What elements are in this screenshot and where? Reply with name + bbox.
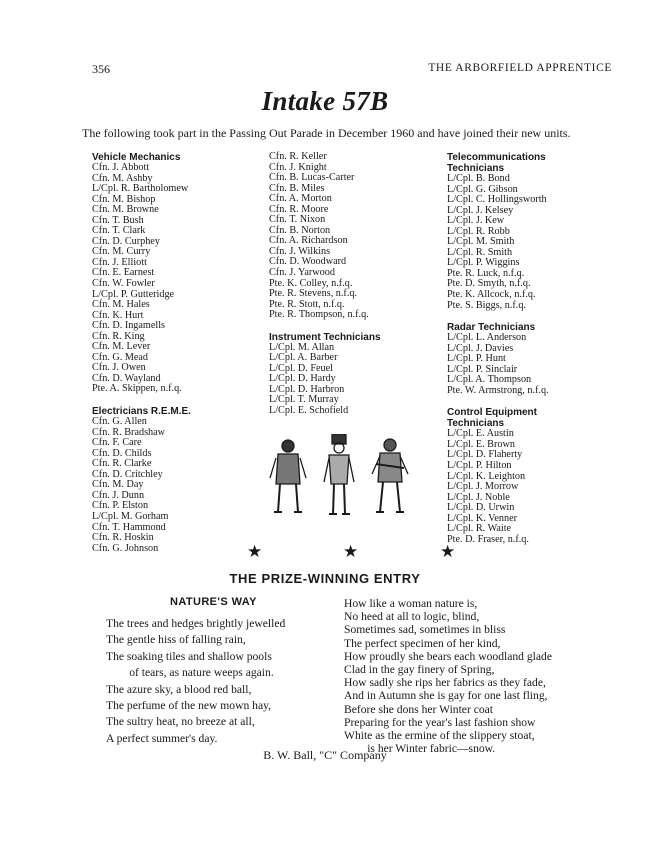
roster-entry: L/Cpl. L. Anderson xyxy=(447,332,527,344)
soldier-figure-right xyxy=(372,439,408,512)
roster-entry: L/Cpl. E. Brown xyxy=(447,438,515,450)
roster-entry: Cfn. J. Abbott xyxy=(92,162,150,173)
roster-entry: L/Cpl. D. Hardy xyxy=(269,373,336,385)
roster-entry: L/Cpl. J. Kelsey xyxy=(447,204,514,216)
poem-line: White as the ermine of the slippery stoat, xyxy=(344,729,535,743)
poem-line: How like a woman nature is, xyxy=(344,597,478,610)
section-heading: Telecommunications Technicians xyxy=(447,152,546,174)
poem-line: The perfect specimen of her kind, xyxy=(344,636,501,650)
roster-entry: L/Cpl. T. Murray xyxy=(269,394,339,406)
roster-entry: Cfn. R. Clarke xyxy=(92,458,152,470)
roster-entry: L/Cpl. J. Kew xyxy=(447,215,505,227)
roster-entry: Cfn. R. Keller xyxy=(269,151,327,162)
roster-entry: L/Cpl. J. Noble xyxy=(447,491,510,503)
roster-entry: Pte. R. Luck, n.f.q. xyxy=(447,267,525,279)
roster-entry: Cfn. W. Fowler xyxy=(92,278,155,290)
roster-entry: Cfn. D. Critchley xyxy=(92,468,163,480)
star-divider xyxy=(0,543,650,563)
section-heading: Vehicle Mechanics xyxy=(92,152,181,163)
section-gap xyxy=(447,311,577,322)
roster-entry: L/Cpl. R. Smith xyxy=(447,246,513,258)
poem-line: of tears, as nature weeps again. xyxy=(106,666,274,680)
soldier-figure-left xyxy=(270,440,306,512)
roster-entry: L/Cpl. P. Hunt xyxy=(447,353,506,365)
roster-entry: Cfn. B. Lucas-Carter xyxy=(269,172,355,184)
roster-entry: Cfn. T. Nixon xyxy=(269,214,326,226)
roster-entry: Cfn. D. Ingamells xyxy=(92,320,165,332)
roster-entry: Cfn. M. Hales xyxy=(92,299,150,311)
roster-entry: L/Cpl. D. Feuel xyxy=(269,362,333,374)
roster-entry: Cfn. G. Allen xyxy=(92,416,147,428)
roster-entry: Cfn. D. Woodward xyxy=(269,256,347,268)
roster-entry: Cfn. R. King xyxy=(92,330,145,342)
roster-entry: Cfn. D. Childs xyxy=(92,447,152,459)
roster-column-2 xyxy=(269,152,381,417)
roster-column-3 xyxy=(447,152,577,545)
page-number: 356 xyxy=(92,62,110,76)
roster-entry: Cfn. J. Yarwood xyxy=(269,267,335,279)
roster-entry: Pte. D. Smyth, n.f.q. xyxy=(447,278,531,290)
soldier-figures-illustration xyxy=(266,434,416,520)
page-title: Intake 57B xyxy=(261,86,389,116)
roster-entry: Cfn. K. Hurt xyxy=(92,309,144,321)
roster-entry: Pte. R. Stott, n.f.q. xyxy=(269,298,345,310)
section-heading: Control Equipment Technicians xyxy=(447,407,537,430)
star-icon: ★ xyxy=(440,542,456,561)
roster-entry: Cfn. R. Moore xyxy=(269,203,329,215)
roster-entry: L/Cpl. M. Allan xyxy=(269,341,335,353)
section-heading: Electricians R.E.M.E. xyxy=(92,406,191,418)
roster-entry: Cfn. P. Elston xyxy=(92,500,149,512)
poem-line: How sadly she rips her fabrics as they fade, xyxy=(344,676,546,690)
roster-entry: L/Cpl. K. Venner xyxy=(447,512,517,524)
poem-line: The azure sky, a blood red ball, xyxy=(106,682,252,696)
roster-entry: Pte. W. Armstrong, n.f.q. xyxy=(447,384,549,396)
roster-entry: L/Cpl. R. Waite xyxy=(447,523,512,535)
poem-left-column xyxy=(106,616,285,747)
poem-right-column xyxy=(344,597,552,755)
roster-entry: L/Cpl. A. Barber xyxy=(269,352,338,364)
poem-byline: B. W. Ball, "C" Company xyxy=(263,748,387,762)
roster-entry: Cfn. A. Morton xyxy=(269,193,332,205)
roster-entry: Cfn. R. Hoskin xyxy=(92,532,154,544)
roster-entry: Pte. S. Biggs, n.f.q. xyxy=(447,299,526,311)
roster-entry: Cfn. T. Clark xyxy=(92,225,146,237)
roster-entry: L/Cpl. C. Hollingsworth xyxy=(447,194,547,206)
section-gap xyxy=(92,395,191,406)
roster-entry: L/Cpl. K. Leighton xyxy=(447,470,526,482)
roster-entry: Cfn. J. Knight xyxy=(269,161,327,173)
poem-line: How proudly she bears each woodland glade xyxy=(344,649,552,663)
roster-entry: L/Cpl. B. Bond xyxy=(447,173,510,184)
roster-entry: Cfn. J. Elliott xyxy=(92,256,147,268)
poem-line: is her Winter fabric—snow. xyxy=(344,742,496,756)
roster-entry: Cfn. M. Bishop xyxy=(92,193,156,205)
roster-entry: Cfn. E. Earnest xyxy=(92,267,155,279)
poem-line: The gentle hiss of falling rain, xyxy=(106,633,246,647)
roster-entry: Cfn. J. Wilkins xyxy=(269,245,331,257)
roster-entry: Cfn. F. Care xyxy=(92,437,142,449)
roster-entry: L/Cpl. D. Urwin xyxy=(447,502,515,514)
roster-entry: L/Cpl. P. Wiggins xyxy=(447,257,520,269)
roster-entry: Cfn. M. Ashby xyxy=(92,172,153,184)
roster-entry: Cfn. D. Wayland xyxy=(92,372,161,384)
star-icon: ★ xyxy=(247,542,263,561)
roster-entry: L/Cpl. G. Gibson xyxy=(447,183,518,195)
prize-heading: THE PRIZE-WINNING ENTRY xyxy=(229,571,421,586)
poem-line: The sultry heat, no breeze at all, xyxy=(106,715,255,729)
poem-line: Preparing for the year's last fashion show xyxy=(344,715,536,729)
roster-entry: Cfn. B. Norton xyxy=(269,224,331,236)
roster-column-1 xyxy=(92,152,191,554)
running-header: THE ARBORFIELD APPRENTICE xyxy=(428,62,612,74)
poem-title: NATURE'S WAY xyxy=(170,596,257,608)
roster-entry: L/Cpl. P. Gutteridge xyxy=(92,288,175,300)
roster-entry: Cfn. T. Bush xyxy=(92,214,144,226)
poem-line: A perfect summer's day. xyxy=(106,731,218,745)
poem-line: The trees and hedges brightly jewelled xyxy=(106,617,286,630)
section-gap xyxy=(269,321,381,332)
roster-entry: Cfn. A. Richardson xyxy=(269,235,348,247)
roster-entry: Cfn. D. Curphey xyxy=(92,235,160,247)
roster-entry: Cfn. M. Curry xyxy=(92,246,151,258)
roster-entry: Pte. A. Skippen, n.f.q. xyxy=(92,383,182,395)
roster-entry: Pte. R. Thompson, n.f.q. xyxy=(269,309,369,321)
intro-paragraph: The following took part in the Passing Out Parade in December 1960 and have joined their new units. xyxy=(82,126,571,140)
poem-line: Sometimes sad, sometimes in bliss xyxy=(344,623,506,637)
poem-line: Before she dons her Winter coat xyxy=(344,702,494,716)
roster-entry: L/Cpl. D. Harbron xyxy=(269,383,345,395)
roster-entry: L/Cpl. P. Sinclair xyxy=(447,363,518,375)
roster-entry: Pte. D. Fraser, n.f.q. xyxy=(447,533,529,545)
roster-entry: L/Cpl. E. Schofield xyxy=(269,405,349,417)
roster-entry: L/Cpl. J. Morrow xyxy=(447,481,519,493)
poem-line: No heed at all to logic, blind, xyxy=(344,610,480,624)
section-heading: Instrument Technicians xyxy=(269,331,381,343)
roster-entry: Cfn. R. Bradshaw xyxy=(92,426,166,438)
roster-entry: Cfn. M. Day xyxy=(92,479,144,491)
poem-line: The soaking tiles and shallow pools xyxy=(106,649,272,663)
roster-entry: Pte. K. Allcock, n.f.q. xyxy=(447,289,536,301)
roster-entry: L/Cpl. J. Davies xyxy=(447,342,514,354)
roster-entry: Cfn. T. Hammond xyxy=(92,521,166,533)
roster-entry: L/Cpl. R. Bartholomew xyxy=(92,183,189,195)
section-gap xyxy=(447,396,577,407)
roster-entry: Cfn. B. Miles xyxy=(269,182,325,194)
soldier-figure-middle xyxy=(324,434,354,514)
star-icon: ★ xyxy=(343,542,359,561)
roster-entry: L/Cpl. A. Thompson xyxy=(447,374,532,386)
poem-line: And in Autumn she is gay for one last fling, xyxy=(344,689,548,703)
roster-entry: Cfn. M. Browne xyxy=(92,204,159,216)
roster-entry: L/Cpl. M. Gorham xyxy=(92,510,169,522)
roster-entry: L/Cpl. R. Robb xyxy=(447,225,510,237)
section-heading: Radar Technicians xyxy=(447,322,536,334)
roster-entry: L/Cpl. M. Smith xyxy=(447,236,515,248)
roster-entry: L/Cpl. E. Austin xyxy=(447,428,514,440)
poem-line: Clad in the gay finery of Spring, xyxy=(344,663,495,677)
roster-entry: L/Cpl. P. Hilton xyxy=(447,460,512,472)
roster-entry: L/Cpl. D. Flaherty xyxy=(447,449,523,461)
roster-entry: Cfn. G. Johnson xyxy=(92,542,159,554)
poem-line: The perfume of the new mown hay, xyxy=(106,699,272,713)
roster-entry: Pte. R. Stevens, n.f.q. xyxy=(269,288,358,300)
roster-entry: Cfn. M. Lever xyxy=(92,341,151,353)
roster-entry: Cfn. G. Mead xyxy=(92,351,149,363)
roster-entry: Pte. K. Colley, n.f.q. xyxy=(269,277,353,289)
roster-entry: Cfn. J. Dunn xyxy=(92,489,145,501)
roster-entry: Cfn. J. Owen xyxy=(92,362,146,374)
